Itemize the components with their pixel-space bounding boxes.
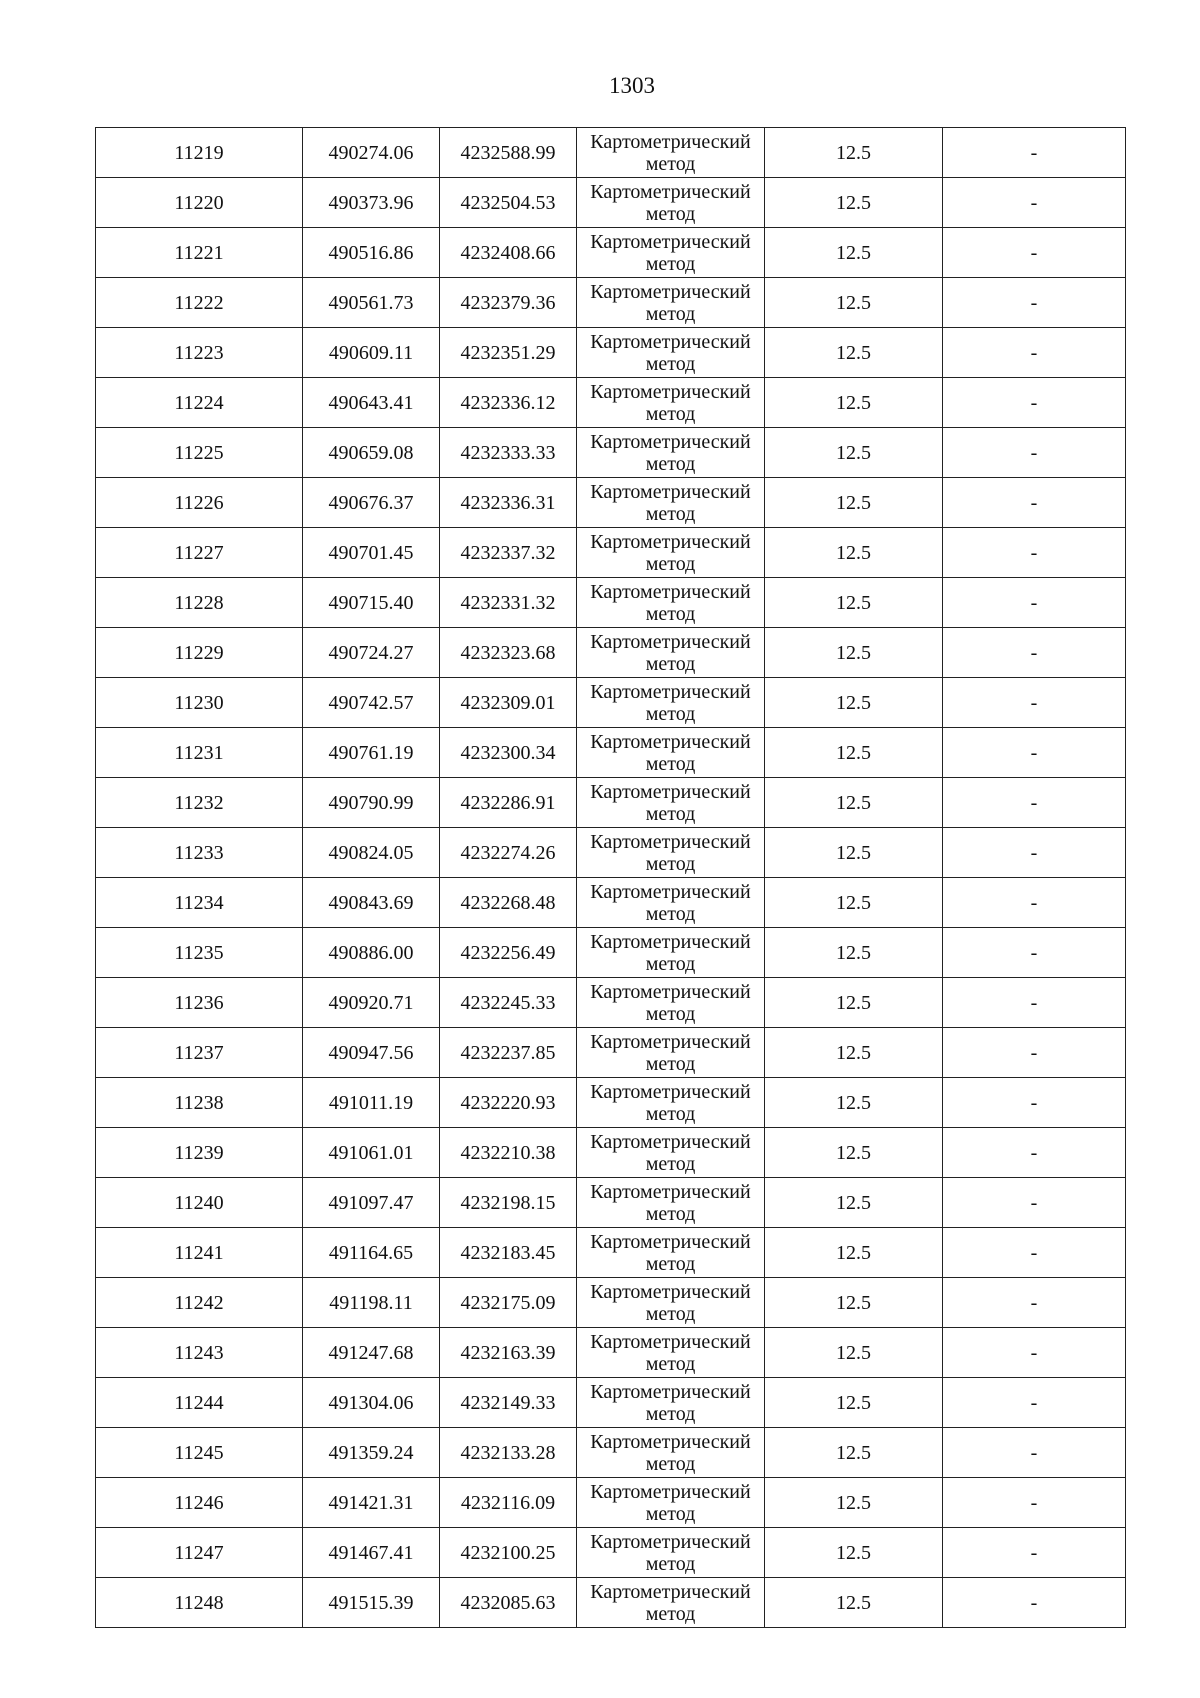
coordinates-table bbox=[95, 127, 1126, 1628]
accuracy-cell: 12.5 bbox=[765, 1428, 943, 1478]
table-row bbox=[96, 1578, 1126, 1628]
description-cell: - bbox=[943, 928, 1126, 978]
method-line-1: Картометрический bbox=[590, 530, 751, 553]
method-cell bbox=[577, 1528, 765, 1578]
description-cell: - bbox=[943, 1428, 1126, 1478]
y-coordinate-cell: 4232133.28 bbox=[440, 1428, 577, 1478]
x-coordinate-cell: 490947.56 bbox=[303, 1028, 440, 1078]
point-number-cell: 11246 bbox=[96, 1478, 303, 1528]
point-number-cell: 11219 bbox=[96, 128, 303, 178]
accuracy-cell: 12.5 bbox=[765, 528, 943, 578]
method-line-2: метод bbox=[645, 902, 696, 925]
point-number-cell: 11236 bbox=[96, 978, 303, 1028]
accuracy-cell: 12.5 bbox=[765, 328, 943, 378]
description-cell: - bbox=[943, 1028, 1126, 1078]
description-cell: - bbox=[943, 1528, 1126, 1578]
method-line-1: Картометрический bbox=[590, 580, 751, 603]
table-row bbox=[96, 878, 1126, 928]
method-line-2: метод bbox=[645, 1452, 696, 1475]
method-cell bbox=[577, 1428, 765, 1478]
method-line-1: Картометрический bbox=[590, 180, 751, 203]
table-row bbox=[96, 128, 1126, 178]
description-cell: - bbox=[943, 778, 1126, 828]
table-row bbox=[96, 578, 1126, 628]
method-cell bbox=[577, 1178, 765, 1228]
description-cell: - bbox=[943, 578, 1126, 628]
y-coordinate-cell: 4232274.26 bbox=[440, 828, 577, 878]
method-line-1: Картометрический bbox=[590, 1580, 751, 1603]
method-line-2: метод bbox=[645, 252, 696, 275]
description-cell: - bbox=[943, 128, 1126, 178]
method-line-1: Картометрический bbox=[590, 130, 751, 153]
x-coordinate-cell: 491421.31 bbox=[303, 1478, 440, 1528]
method-line-1: Картометрический bbox=[590, 680, 751, 703]
y-coordinate-cell: 4232286.91 bbox=[440, 778, 577, 828]
accuracy-cell: 12.5 bbox=[765, 1528, 943, 1578]
x-coordinate-cell: 490761.19 bbox=[303, 728, 440, 778]
description-cell: - bbox=[943, 1478, 1126, 1528]
method-line-2: метод bbox=[645, 852, 696, 875]
description-cell: - bbox=[943, 678, 1126, 728]
x-coordinate-cell: 490843.69 bbox=[303, 878, 440, 928]
point-number-cell: 11224 bbox=[96, 378, 303, 428]
table-row bbox=[96, 228, 1126, 278]
table-row bbox=[96, 1078, 1126, 1128]
table-row bbox=[96, 728, 1126, 778]
method-line-1: Картометрический bbox=[590, 1230, 751, 1253]
description-cell: - bbox=[943, 1228, 1126, 1278]
x-coordinate-cell: 490920.71 bbox=[303, 978, 440, 1028]
method-cell bbox=[577, 378, 765, 428]
method-line-1: Картометрический bbox=[590, 1330, 751, 1353]
method-cell bbox=[577, 328, 765, 378]
method-line-1: Картометрический bbox=[590, 780, 751, 803]
accuracy-cell: 12.5 bbox=[765, 178, 943, 228]
method-cell bbox=[577, 728, 765, 778]
accuracy-cell: 12.5 bbox=[765, 1328, 943, 1378]
accuracy-cell: 12.5 bbox=[765, 428, 943, 478]
accuracy-cell: 12.5 bbox=[765, 128, 943, 178]
x-coordinate-cell: 491247.68 bbox=[303, 1328, 440, 1378]
method-line-2: метод bbox=[645, 1602, 696, 1625]
table-row bbox=[96, 1278, 1126, 1328]
accuracy-cell: 12.5 bbox=[765, 1228, 943, 1278]
method-cell bbox=[577, 1278, 765, 1328]
y-coordinate-cell: 4232300.34 bbox=[440, 728, 577, 778]
table-row bbox=[96, 1178, 1126, 1228]
method-line-2: метод bbox=[645, 802, 696, 825]
method-line-2: метод bbox=[645, 352, 696, 375]
point-number-cell: 11244 bbox=[96, 1378, 303, 1428]
y-coordinate-cell: 4232336.12 bbox=[440, 378, 577, 428]
method-line-2: метод bbox=[645, 1102, 696, 1125]
method-line-2: метод bbox=[645, 1252, 696, 1275]
accuracy-cell: 12.5 bbox=[765, 1128, 943, 1178]
table-row bbox=[96, 428, 1126, 478]
x-coordinate-cell: 490659.08 bbox=[303, 428, 440, 478]
method-line-2: метод bbox=[645, 552, 696, 575]
method-line-2: метод bbox=[645, 302, 696, 325]
description-cell: - bbox=[943, 828, 1126, 878]
accuracy-cell: 12.5 bbox=[765, 1028, 943, 1078]
description-cell: - bbox=[943, 278, 1126, 328]
method-line-1: Картометрический bbox=[590, 630, 751, 653]
x-coordinate-cell: 490724.27 bbox=[303, 628, 440, 678]
page-number: 1303 bbox=[609, 73, 655, 98]
method-line-1: Картометрический bbox=[590, 430, 751, 453]
accuracy-cell: 12.5 bbox=[765, 828, 943, 878]
method-line-2: метод bbox=[645, 652, 696, 675]
method-line-2: метод bbox=[645, 1002, 696, 1025]
x-coordinate-cell: 491359.24 bbox=[303, 1428, 440, 1478]
point-number-cell: 11238 bbox=[96, 1078, 303, 1128]
y-coordinate-cell: 4232183.45 bbox=[440, 1228, 577, 1278]
method-line-2: метод bbox=[645, 152, 696, 175]
accuracy-cell: 12.5 bbox=[765, 728, 943, 778]
method-line-1: Картометрический bbox=[590, 1380, 751, 1403]
method-line-2: метод bbox=[645, 752, 696, 775]
method-cell bbox=[577, 128, 765, 178]
point-number-cell: 11247 bbox=[96, 1528, 303, 1578]
x-coordinate-cell: 490742.57 bbox=[303, 678, 440, 728]
method-line-1: Картометрический bbox=[590, 330, 751, 353]
method-line-1: Картометрический bbox=[590, 880, 751, 903]
point-number-cell: 11226 bbox=[96, 478, 303, 528]
point-number-cell: 11235 bbox=[96, 928, 303, 978]
table-row bbox=[96, 928, 1126, 978]
point-number-cell: 11227 bbox=[96, 528, 303, 578]
x-coordinate-cell: 491061.01 bbox=[303, 1128, 440, 1178]
point-number-cell: 11225 bbox=[96, 428, 303, 478]
method-cell bbox=[577, 678, 765, 728]
description-cell: - bbox=[943, 528, 1126, 578]
y-coordinate-cell: 4232175.09 bbox=[440, 1278, 577, 1328]
point-number-cell: 11242 bbox=[96, 1278, 303, 1328]
description-cell: - bbox=[943, 878, 1126, 928]
x-coordinate-cell: 490701.45 bbox=[303, 528, 440, 578]
point-number-cell: 11239 bbox=[96, 1128, 303, 1178]
description-cell: - bbox=[943, 428, 1126, 478]
description-cell: - bbox=[943, 728, 1126, 778]
x-coordinate-cell: 490886.00 bbox=[303, 928, 440, 978]
method-line-1: Картометрический bbox=[590, 480, 751, 503]
accuracy-cell: 12.5 bbox=[765, 678, 943, 728]
method-cell bbox=[577, 1078, 765, 1128]
point-number-cell: 11231 bbox=[96, 728, 303, 778]
x-coordinate-cell: 491467.41 bbox=[303, 1528, 440, 1578]
accuracy-cell: 12.5 bbox=[765, 1478, 943, 1528]
x-coordinate-cell: 490516.86 bbox=[303, 228, 440, 278]
y-coordinate-cell: 4232504.53 bbox=[440, 178, 577, 228]
point-number-cell: 11237 bbox=[96, 1028, 303, 1078]
method-cell bbox=[577, 928, 765, 978]
y-coordinate-cell: 4232100.25 bbox=[440, 1528, 577, 1578]
table-row bbox=[96, 528, 1126, 578]
method-line-2: метод bbox=[645, 1052, 696, 1075]
table-row bbox=[96, 1028, 1126, 1078]
table-row bbox=[96, 778, 1126, 828]
method-cell bbox=[577, 578, 765, 628]
method-cell bbox=[577, 1228, 765, 1278]
accuracy-cell: 12.5 bbox=[765, 978, 943, 1028]
method-line-2: метод bbox=[645, 702, 696, 725]
y-coordinate-cell: 4232309.01 bbox=[440, 678, 577, 728]
method-line-1: Картометрический bbox=[590, 1480, 751, 1503]
x-coordinate-cell: 490609.11 bbox=[303, 328, 440, 378]
table-row bbox=[96, 1478, 1126, 1528]
x-coordinate-cell: 490715.40 bbox=[303, 578, 440, 628]
method-line-2: метод bbox=[645, 452, 696, 475]
table-row bbox=[96, 1378, 1126, 1428]
y-coordinate-cell: 4232337.32 bbox=[440, 528, 577, 578]
point-number-cell: 11229 bbox=[96, 628, 303, 678]
point-number-cell: 11221 bbox=[96, 228, 303, 278]
method-cell bbox=[577, 1478, 765, 1528]
table-row bbox=[96, 1328, 1126, 1378]
method-line-1: Картометрический bbox=[590, 230, 751, 253]
method-line-1: Картометрический bbox=[590, 930, 751, 953]
y-coordinate-cell: 4232408.66 bbox=[440, 228, 577, 278]
description-cell: - bbox=[943, 478, 1126, 528]
y-coordinate-cell: 4232336.31 bbox=[440, 478, 577, 528]
y-coordinate-cell: 4232163.39 bbox=[440, 1328, 577, 1378]
accuracy-cell: 12.5 bbox=[765, 278, 943, 328]
method-cell bbox=[577, 278, 765, 328]
method-line-2: метод bbox=[645, 602, 696, 625]
table-row bbox=[96, 978, 1126, 1028]
table-row bbox=[96, 1528, 1126, 1578]
method-cell bbox=[577, 878, 765, 928]
accuracy-cell: 12.5 bbox=[765, 378, 943, 428]
table-row bbox=[96, 278, 1126, 328]
method-line-1: Картометрический bbox=[590, 280, 751, 303]
method-line-1: Картометрический bbox=[590, 1080, 751, 1103]
table-row bbox=[96, 378, 1126, 428]
method-line-2: метод bbox=[645, 1202, 696, 1225]
y-coordinate-cell: 4232588.99 bbox=[440, 128, 577, 178]
x-coordinate-cell: 491198.11 bbox=[303, 1278, 440, 1328]
point-number-cell: 11248 bbox=[96, 1578, 303, 1628]
description-cell: - bbox=[943, 1378, 1126, 1428]
description-cell: - bbox=[943, 1578, 1126, 1628]
description-cell: - bbox=[943, 328, 1126, 378]
x-coordinate-cell: 490373.96 bbox=[303, 178, 440, 228]
y-coordinate-cell: 4232256.49 bbox=[440, 928, 577, 978]
y-coordinate-cell: 4232116.09 bbox=[440, 1478, 577, 1528]
method-cell bbox=[577, 528, 765, 578]
point-number-cell: 11232 bbox=[96, 778, 303, 828]
x-coordinate-cell: 491097.47 bbox=[303, 1178, 440, 1228]
description-cell: - bbox=[943, 178, 1126, 228]
x-coordinate-cell: 490824.05 bbox=[303, 828, 440, 878]
method-line-1: Картометрический bbox=[590, 830, 751, 853]
point-number-cell: 11240 bbox=[96, 1178, 303, 1228]
x-coordinate-cell: 491164.65 bbox=[303, 1228, 440, 1278]
method-line-2: метод bbox=[645, 402, 696, 425]
method-cell bbox=[577, 1578, 765, 1628]
accuracy-cell: 12.5 bbox=[765, 878, 943, 928]
method-cell bbox=[577, 628, 765, 678]
description-cell: - bbox=[943, 1078, 1126, 1128]
table-row bbox=[96, 1428, 1126, 1478]
accuracy-cell: 12.5 bbox=[765, 1178, 943, 1228]
method-cell bbox=[577, 778, 765, 828]
coordinates-table-body bbox=[96, 128, 1126, 1628]
description-cell: - bbox=[943, 1328, 1126, 1378]
method-line-2: метод bbox=[645, 202, 696, 225]
method-cell bbox=[577, 478, 765, 528]
accuracy-cell: 12.5 bbox=[765, 1078, 943, 1128]
accuracy-cell: 12.5 bbox=[765, 228, 943, 278]
method-line-1: Картометрический bbox=[590, 380, 751, 403]
description-cell: - bbox=[943, 378, 1126, 428]
y-coordinate-cell: 4232268.48 bbox=[440, 878, 577, 928]
method-line-2: метод bbox=[645, 952, 696, 975]
accuracy-cell: 12.5 bbox=[765, 1578, 943, 1628]
method-line-1: Картометрический bbox=[590, 1280, 751, 1303]
accuracy-cell: 12.5 bbox=[765, 1278, 943, 1328]
method-cell bbox=[577, 828, 765, 878]
table-row bbox=[96, 678, 1126, 728]
y-coordinate-cell: 4232351.29 bbox=[440, 328, 577, 378]
method-line-1: Картометрический bbox=[590, 980, 751, 1003]
method-line-2: метод bbox=[645, 1502, 696, 1525]
accuracy-cell: 12.5 bbox=[765, 928, 943, 978]
description-cell: - bbox=[943, 1128, 1126, 1178]
point-number-cell: 11233 bbox=[96, 828, 303, 878]
y-coordinate-cell: 4232323.68 bbox=[440, 628, 577, 678]
method-line-1: Картометрический bbox=[590, 1130, 751, 1153]
y-coordinate-cell: 4232210.38 bbox=[440, 1128, 577, 1178]
method-cell bbox=[577, 1128, 765, 1178]
point-number-cell: 11222 bbox=[96, 278, 303, 328]
description-cell: - bbox=[943, 978, 1126, 1028]
method-line-2: метод bbox=[645, 1402, 696, 1425]
table-row bbox=[96, 1228, 1126, 1278]
table-row bbox=[96, 178, 1126, 228]
method-line-2: метод bbox=[645, 1302, 696, 1325]
y-coordinate-cell: 4232149.33 bbox=[440, 1378, 577, 1428]
method-line-1: Картометрический bbox=[590, 1530, 751, 1553]
y-coordinate-cell: 4232237.85 bbox=[440, 1028, 577, 1078]
x-coordinate-cell: 490274.06 bbox=[303, 128, 440, 178]
point-number-cell: 11241 bbox=[96, 1228, 303, 1278]
method-cell bbox=[577, 1028, 765, 1078]
method-cell bbox=[577, 1378, 765, 1428]
point-number-cell: 11228 bbox=[96, 578, 303, 628]
x-coordinate-cell: 490676.37 bbox=[303, 478, 440, 528]
method-line-2: метод bbox=[645, 1152, 696, 1175]
description-cell: - bbox=[943, 628, 1126, 678]
y-coordinate-cell: 4232245.33 bbox=[440, 978, 577, 1028]
point-number-cell: 11245 bbox=[96, 1428, 303, 1478]
point-number-cell: 11243 bbox=[96, 1328, 303, 1378]
x-coordinate-cell: 491515.39 bbox=[303, 1578, 440, 1628]
x-coordinate-cell: 490643.41 bbox=[303, 378, 440, 428]
accuracy-cell: 12.5 bbox=[765, 778, 943, 828]
method-cell bbox=[577, 1328, 765, 1378]
y-coordinate-cell: 4232331.32 bbox=[440, 578, 577, 628]
point-number-cell: 11234 bbox=[96, 878, 303, 928]
method-line-2: метод bbox=[645, 502, 696, 525]
method-cell bbox=[577, 228, 765, 278]
point-number-cell: 11230 bbox=[96, 678, 303, 728]
point-number-cell: 11223 bbox=[96, 328, 303, 378]
accuracy-cell: 12.5 bbox=[765, 1378, 943, 1428]
table-row bbox=[96, 478, 1126, 528]
y-coordinate-cell: 4232379.36 bbox=[440, 278, 577, 328]
method-line-1: Картометрический bbox=[590, 1030, 751, 1053]
x-coordinate-cell: 490790.99 bbox=[303, 778, 440, 828]
table-row bbox=[96, 828, 1126, 878]
method-line-2: метод bbox=[645, 1552, 696, 1575]
y-coordinate-cell: 4232220.93 bbox=[440, 1078, 577, 1128]
y-coordinate-cell: 4232333.33 bbox=[440, 428, 577, 478]
accuracy-cell: 12.5 bbox=[765, 628, 943, 678]
method-cell bbox=[577, 178, 765, 228]
method-cell bbox=[577, 428, 765, 478]
table-row bbox=[96, 328, 1126, 378]
x-coordinate-cell: 491011.19 bbox=[303, 1078, 440, 1128]
method-cell bbox=[577, 978, 765, 1028]
x-coordinate-cell: 491304.06 bbox=[303, 1378, 440, 1428]
method-line-1: Картометрический bbox=[590, 1430, 751, 1453]
method-line-2: метод bbox=[645, 1352, 696, 1375]
table-row bbox=[96, 1128, 1126, 1178]
description-cell: - bbox=[943, 1178, 1126, 1228]
method-line-1: Картометрический bbox=[590, 1180, 751, 1203]
y-coordinate-cell: 4232198.15 bbox=[440, 1178, 577, 1228]
point-number-cell: 11220 bbox=[96, 178, 303, 228]
method-line-1: Картометрический bbox=[590, 730, 751, 753]
y-coordinate-cell: 4232085.63 bbox=[440, 1578, 577, 1628]
accuracy-cell: 12.5 bbox=[765, 478, 943, 528]
table-row bbox=[96, 628, 1126, 678]
description-cell: - bbox=[943, 228, 1126, 278]
accuracy-cell: 12.5 bbox=[765, 578, 943, 628]
description-cell: - bbox=[943, 1278, 1126, 1328]
x-coordinate-cell: 490561.73 bbox=[303, 278, 440, 328]
